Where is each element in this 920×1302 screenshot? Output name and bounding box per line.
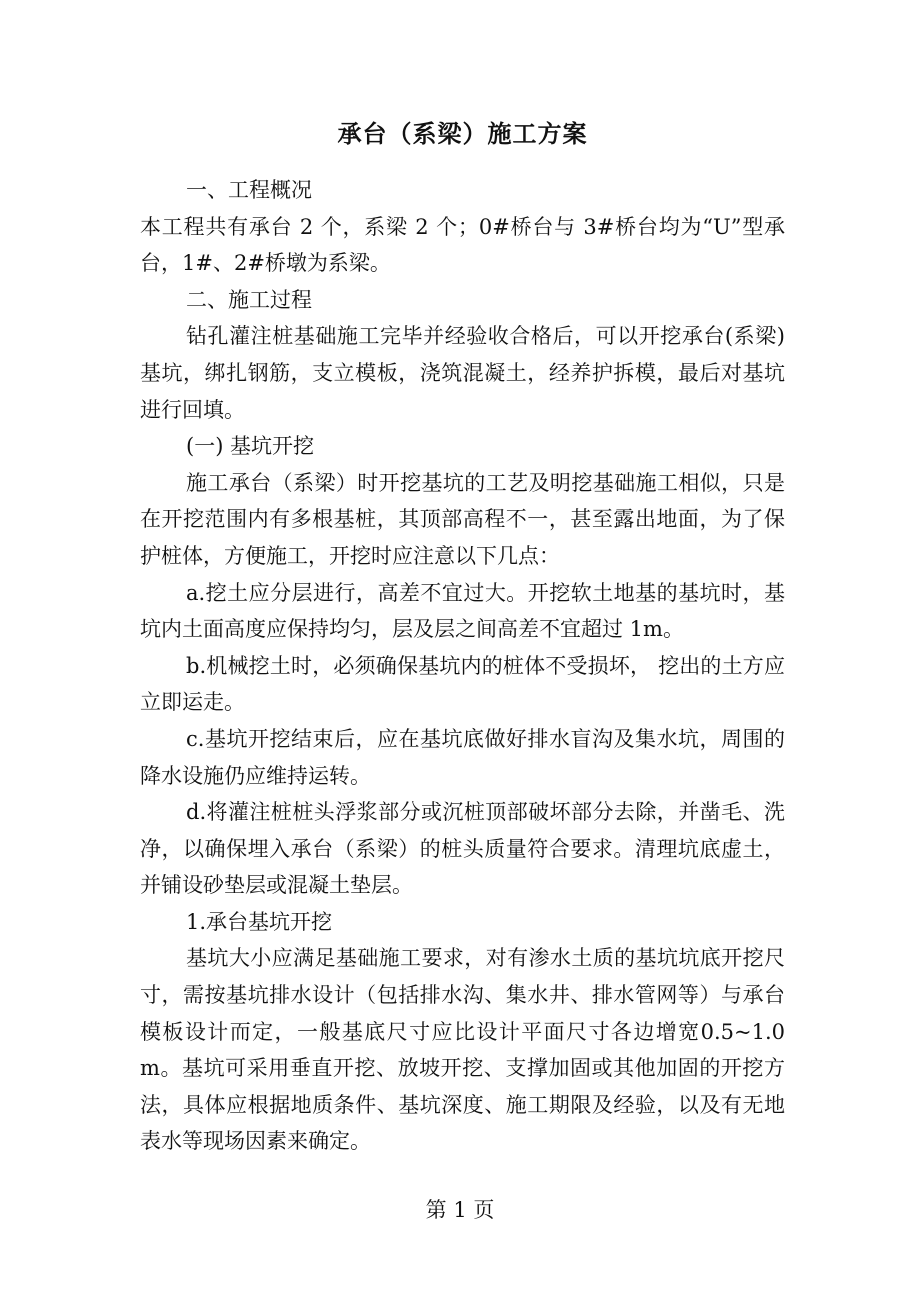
point-a-paragraph: a.挖土应分层进行，高差不宜过大。开挖软土地基的基坑时，基坑内土面高度应保持均匀，层及层之间高差不宜超过 1m。 [140, 580, 785, 642]
document-page [140, 112, 785, 1160]
page-number: 第 1 页 [425, 1198, 495, 1222]
subsection-heading-excavation: (一) 基坑开挖 [186, 434, 315, 459]
point-d-paragraph: d.将灌注桩桩头浮浆部分或沉桩顶部破坏部分去除，并凿毛、洗净，以确保埋入承台（系梁）的桩头质量符合要求。清理坑底虚土，并铺设砂垫层或混凝土垫层。 [140, 800, 785, 898]
item-heading-cap-excavation: 1.承台基坑开挖 [186, 909, 333, 934]
point-c-paragraph: c.基坑开挖结束后，应在基坑底做好排水盲沟及集水坑，周围的降水设施仍应维持运转。 [140, 726, 785, 788]
section-heading-process: 二、施工过程 [186, 287, 312, 312]
overview-paragraph: 本工程共有承台 2 个，系梁 2 个；0#桥台与 3#桥台均为“U”型承台，1#、2#桥墩为系梁。 [140, 214, 785, 276]
process-paragraph: 钻孔灌注桩基础施工完毕并经验收合格后，可以开挖承台(系梁)基坑，绑扎钢筋，支立模板，浇筑混凝土，经养护拆模，最后对基坑进行回填。 [140, 324, 785, 422]
point-b-paragraph: b.机械挖土时，必须确保基坑内的桩体不受损坏， 挖出的土方应立即运走。 [140, 653, 785, 715]
excavation-paragraph: 施工承台（系梁）时开挖基坑的工艺及明挖基础施工相似，只是在开挖范围内有多根基桩，其顶部高程不一，甚至露出地面，为了保护桩体，方便施工，开挖时应注意以下几点： [140, 470, 785, 568]
cap-excavation-paragraph: 基坑大小应满足基础施工要求，对有渗水土质的基坑坑底开挖尺寸，需按基坑排水设计（包括排水沟、集水井、排水管网等）与承台模板设计而定，一般基底尺寸应比设计平面尺寸各边增宽0.5~1.0m。基坑可采用垂直开挖、放坡开挖、支撑加固或其他加固的开挖方法，具体应根据地质条件、基坑深度、施工期限及经验，以及有无地表水等现场因素来确定。 [140, 946, 785, 1154]
section-heading-overview: 一、工程概况 [186, 178, 312, 202]
document-title: 承台（系梁）施工方案 [337, 119, 588, 148]
